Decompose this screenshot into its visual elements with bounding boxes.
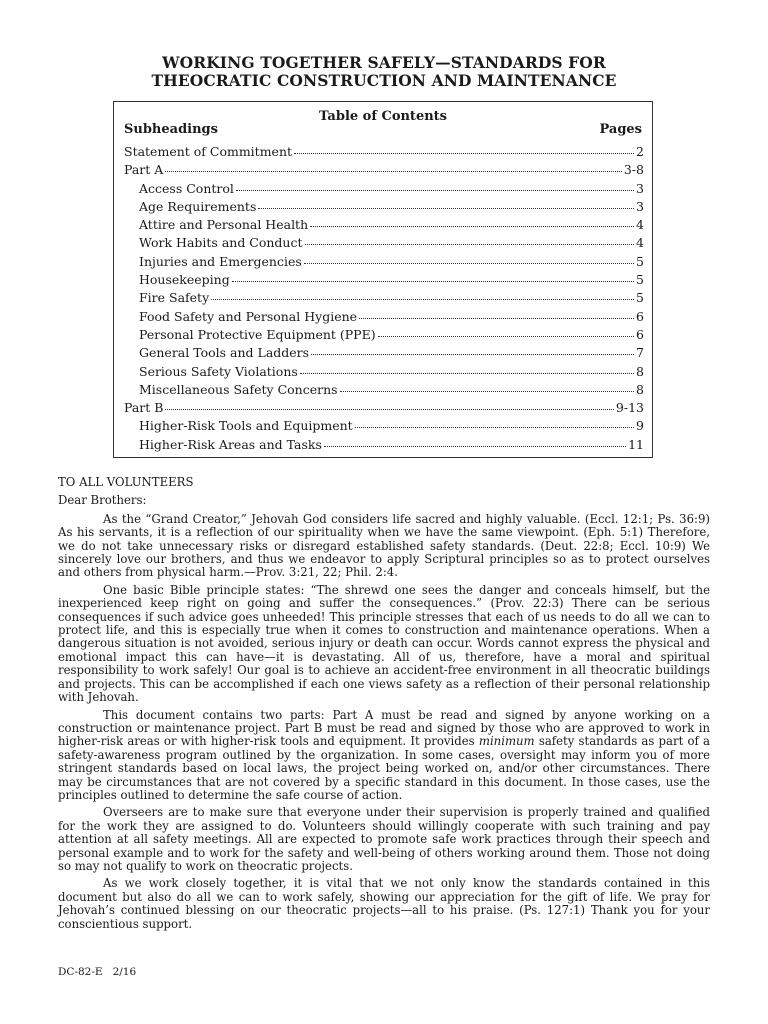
toc-leader-dots xyxy=(211,290,634,300)
toc-entry xyxy=(124,327,644,345)
toc-entry xyxy=(124,181,644,199)
toc-entry-page: 3-8 xyxy=(623,162,644,178)
paragraph-1: As the “Grand Creator,” Jehovah God considers life sacred and highly valuable. (Eccl. 12:1; Ps. 36:9) As his servants, it is a reflection of our spirituality when we have the same viewpoint. (Eph. 5:1) Therefore, we do not take unnecessary risks or disregard established safety standards. (Deut. 22:8; Eccl. 10:9) We sincerely love our brothers, and thus we endeavor to apply Scriptural principles so as to protect ourselves and others from physical harm.—Prov. 3:21, 22; Phil. 2:4. xyxy=(58,511,710,580)
toc-entry-page: 2 xyxy=(636,144,644,159)
toc-leader-dots xyxy=(359,309,634,319)
toc-entry xyxy=(124,437,644,455)
toc-entry-page: 4 xyxy=(636,235,644,251)
toc-entry-page: 3 xyxy=(636,198,644,214)
toc-leader-dots xyxy=(300,364,634,374)
toc-leader-dots xyxy=(305,235,635,245)
toc-entry-label: Attire and Personal Health xyxy=(139,217,309,233)
toc-entry-label: Age Requirements xyxy=(139,198,257,214)
toc-entry xyxy=(124,309,644,327)
toc-entry xyxy=(124,382,644,400)
toc-entry xyxy=(124,254,644,272)
toc-entry-label: Higher-Risk Tools and Equipment xyxy=(139,418,353,434)
paragraph-3: This document contains two parts: Part A must be read and signed by anyone working on a construction or maintenance project. Part B must be read and signed by those who are approved to work in higher-risk areas or with higher-risk tools and equipment. It provides minimum safety standards as part of a safety-awareness program outlined by the organization. In some cases, oversight may inform you of more stringent standards based on local laws, the project being worked on, and/or other circumstances. There may be circumstances that are not covered by a specific standard in this document. In those cases, use the principles outlined to determine the safe course of action. xyxy=(58,707,710,802)
toc-entry xyxy=(124,272,644,290)
toc-entry xyxy=(124,345,644,363)
toc-leader-dots xyxy=(165,162,622,172)
toc-entry xyxy=(124,162,644,180)
toc-entry-page: 6 xyxy=(636,326,644,342)
toc-leader-dots xyxy=(340,382,634,392)
toc-entry-page: 8 xyxy=(636,363,644,379)
toc-entry-label: Personal Protective Equipment (PPE) xyxy=(139,326,376,342)
toc-entry-page: 8 xyxy=(636,381,644,397)
document-title xyxy=(0,54,768,90)
addressee: TO ALL VOLUNTEERS xyxy=(58,475,194,489)
toc-col-subheadings: Subheadings xyxy=(124,122,218,137)
toc-entry-label: Serious Safety Violations xyxy=(139,363,298,379)
toc-entry-page: 5 xyxy=(636,272,644,288)
toc-entry-label: Work Habits and Conduct xyxy=(139,235,303,251)
toc-entry-label: Injuries and Emergencies xyxy=(139,253,302,269)
paragraph-2: One basic Bible principle states: “The shrewd one sees the danger and conceals himself, but the inexperienced keep right on going and suffer the consequences.” (Prov. 22:3) There can be serious consequences if such advice goes unheeded! This principle stresses that each of us needs to do all we can to protect life, and this is especially true when it comes to construction and maintenance operations. When a dangerous situation is not avoided, serious injury or death can occur. Words cannot express the physical and emotional impact this can have—it is devastating. All of us, therefore, have a moral and spiritual responsibility to work safely! Our goal is to achieve an accident-free environment in all theocratic buildings and projects. This can be accomplished if each one views safety as a reflection of their personal relationship with Jehovah. xyxy=(58,582,710,705)
toc-entry xyxy=(124,144,644,162)
toc-entry-page: 5 xyxy=(636,253,644,269)
toc-entry-page: 7 xyxy=(636,345,644,361)
paragraph-4: Overseers are to make sure that everyone under their supervision is properly trained and qualified for the work they are assigned to do. Volunteers should willingly cooperate with such training and pay attention at all safety meetings. All are expected to promote safe work practices through their speech and personal example and to work for the safety and well-being of others working around them. Those not doing so may not qualify to work on theocratic projects. xyxy=(58,805,710,873)
salutation: Dear Brothers: xyxy=(58,493,147,508)
toc-heading: Table of Contents xyxy=(319,109,447,124)
toc-entry-label: Higher-Risk Areas and Tasks xyxy=(139,436,322,452)
toc-entry-page: 6 xyxy=(636,308,644,324)
toc-entry-page: 9-13 xyxy=(615,400,644,416)
toc-entry xyxy=(124,199,644,217)
toc-leader-dots xyxy=(165,400,613,410)
toc-entry xyxy=(124,364,644,382)
toc-entry-label: Miscellaneous Safety Concerns xyxy=(139,381,338,397)
letter-body xyxy=(58,476,710,935)
toc-leader-dots xyxy=(236,181,634,191)
title-line-1: WORKING TOGETHER SAFELY—STANDARDS FOR xyxy=(162,53,606,72)
toc-entry-page: 3 xyxy=(636,180,644,196)
footer xyxy=(58,966,136,978)
toc-entry-label: Part B xyxy=(124,400,164,416)
toc-leader-dots xyxy=(310,217,634,227)
toc-leader-dots xyxy=(378,327,634,337)
toc-entry xyxy=(124,217,644,235)
toc-entry-label: Part A xyxy=(124,162,164,178)
toc-entry xyxy=(124,418,644,436)
toc-entry-label: Statement of Commitment xyxy=(124,144,293,159)
toc-col-pages: Pages xyxy=(599,122,642,137)
toc-leader-dots xyxy=(258,199,634,209)
toc-leader-dots xyxy=(232,272,634,282)
toc-entry xyxy=(124,235,644,253)
toc-leader-dots xyxy=(304,254,634,264)
toc-leader-dots xyxy=(355,418,634,428)
toc-entry xyxy=(124,400,644,418)
toc-entry-page: 9 xyxy=(636,418,644,434)
toc-entry-label: Access Control xyxy=(139,180,234,196)
toc-leader-dots xyxy=(324,437,626,447)
toc-entry-label: Fire Safety xyxy=(139,290,210,306)
toc-entry-label: Housekeeping xyxy=(139,272,230,288)
toc-list xyxy=(124,144,644,455)
toc-entry-label: Food Safety and Personal Hygiene xyxy=(139,308,358,324)
table-of-contents xyxy=(113,101,653,458)
toc-leader-dots xyxy=(311,345,634,355)
toc-entry xyxy=(124,290,644,308)
document-code: DC-82-E xyxy=(58,966,103,978)
toc-entry-label: General Tools and Ladders xyxy=(139,345,310,361)
toc-leader-dots xyxy=(294,144,634,154)
toc-entry-page: 4 xyxy=(636,217,644,233)
toc-entry-page: 5 xyxy=(636,290,644,306)
toc-entry-page: 11 xyxy=(628,436,644,452)
document-date: 2/16 xyxy=(112,966,137,978)
paragraph-5: As we work closely together, it is vital that we not only know the standards contained in this document but also do all we can to work safely, showing our appreciation for the gift of life. We pray for Jehovah’s continued blessing on our theocratic projects—all to his praise. (Ps. 127:1) Thank you for your conscientious support. xyxy=(58,876,710,931)
title-line-2: THEOCRATIC CONSTRUCTION AND MAINTENANCE xyxy=(151,71,617,90)
